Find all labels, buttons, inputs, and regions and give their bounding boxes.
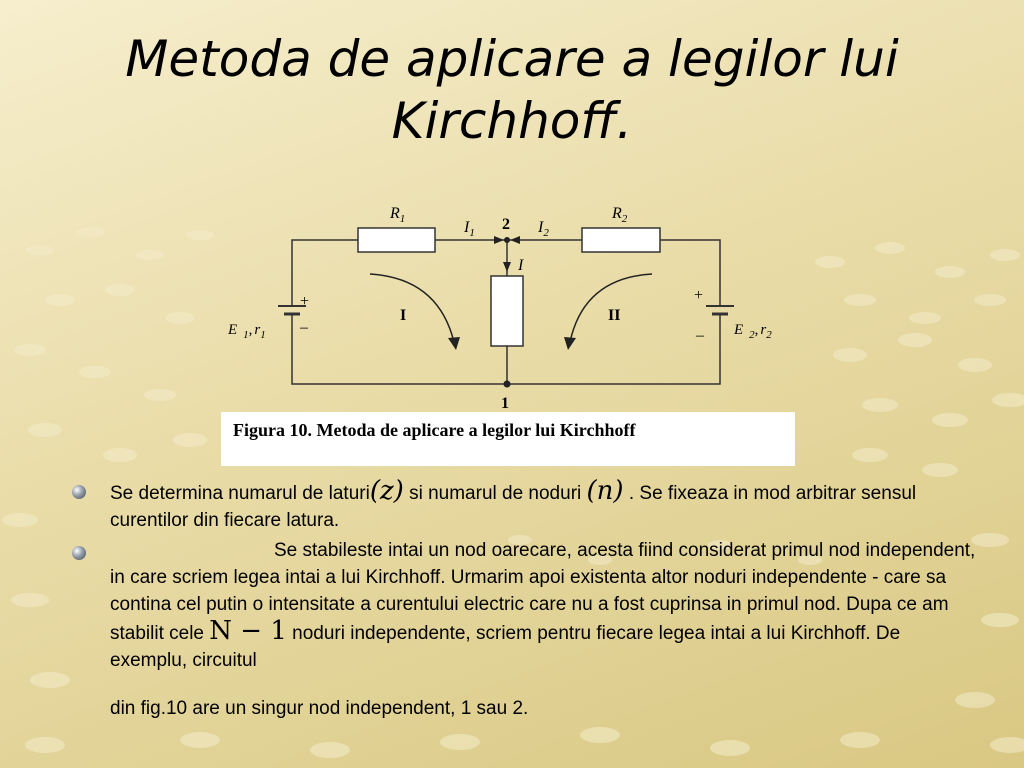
resistor-middle	[491, 276, 523, 346]
label-i1-sub: 1	[469, 227, 475, 239]
label-node-1: 1	[501, 395, 509, 412]
math-z: (z)	[369, 476, 404, 506]
label-e2-minus: –	[696, 327, 704, 344]
arrow-i1	[494, 236, 504, 244]
svg-text:I2	[537, 219, 549, 239]
svg-text:R2	[611, 205, 628, 225]
label-e2-comma: ,	[754, 322, 759, 338]
label-e2: E	[734, 322, 744, 338]
label-e1-comma: ,	[248, 322, 253, 338]
label-i: I	[518, 257, 524, 274]
svg-text:E1,r1	[227, 322, 266, 341]
label-r1: R	[390, 205, 400, 222]
node-2-dot	[504, 237, 510, 243]
label-i2-sub: 2	[543, 227, 549, 239]
svg-text:R1	[389, 205, 405, 225]
label-r2-sub: 2	[621, 213, 628, 225]
arrow-i	[503, 262, 511, 272]
label-r1-internal: r	[254, 322, 261, 338]
resistor-r2	[582, 228, 660, 252]
bullet-paragraph-1	[110, 478, 980, 534]
wire-right-top	[660, 240, 720, 306]
label-loop-i: I	[400, 307, 407, 324]
battery-e2	[706, 306, 734, 324]
figure-caption: Figura 10. Metoda de aplicare a legilor lui Kirchhoff	[221, 412, 795, 466]
bullet-icon	[72, 485, 86, 499]
bullet-2-text-c: din fig.10 are un singur nod independent, 1 sau 2.	[110, 698, 529, 719]
bullet-2-text-a: Se stabileste intai un nod oarecare, acesta fiind considerat primul nod independent, in care scriem legea intai a lui Kirchhoff. Urmarim apoi existenta altor noduri independente - care sa contina cel putin o intensitate a curentului electric care nu a fost cuprinsa in primul nod. Dupa ce am stabilit cele	[110, 540, 976, 644]
arrow-i2	[510, 236, 520, 244]
slide-title: Metoda de aplicare a legilor lui Kirchhoff.	[125, 30, 899, 150]
resistor-r1	[358, 228, 435, 252]
label-e1-sub: 1	[243, 329, 249, 341]
label-r2-internal-sub: 2	[766, 329, 772, 341]
bullet-1-text-a: Se determina numarul de laturi	[110, 483, 370, 504]
label-e1-minus: –	[300, 319, 308, 336]
label-loop-ii: II	[608, 307, 621, 324]
loop-arrow-left	[370, 274, 454, 342]
svg-text:E2,r2	[733, 322, 772, 341]
label-r2-internal: r	[760, 322, 767, 338]
svg-text:I1	[463, 219, 475, 239]
bullet-1-text-c: . Se fixeaza in mod arbitrar sensul curentilor din fiecare latura.	[110, 483, 917, 531]
bullet-2-text-b: noduri independente, scriem pentru fiecare legea intai a lui Kirchhoff. De exemplu, circuitul	[110, 623, 901, 671]
label-e2-plus: +	[694, 287, 704, 304]
bullet-1-text-b: si numarul de noduri	[403, 483, 587, 504]
math-n-minus-1: N − 1	[209, 616, 287, 646]
kirchhoff-circuit-diagram	[220, 196, 800, 412]
wire-left-top	[292, 240, 358, 292]
label-r2: R	[612, 205, 622, 222]
node-1-dot	[504, 381, 511, 388]
label-e1: E	[228, 322, 238, 338]
bullet-icon	[72, 546, 86, 560]
label-r1-sub: 1	[399, 213, 406, 225]
label-r1-internal-sub: 1	[260, 329, 266, 341]
bullet-paragraph-2	[110, 537, 980, 674]
label-e2-sub: 2	[749, 329, 755, 341]
label-i1: I	[464, 219, 470, 236]
math-n: (n)	[586, 476, 624, 506]
label-i2: I	[538, 219, 544, 236]
bullet-paragraph-2-end	[110, 695, 980, 722]
label-node-2: 2	[502, 216, 510, 233]
label-e1-plus: +	[300, 293, 310, 310]
